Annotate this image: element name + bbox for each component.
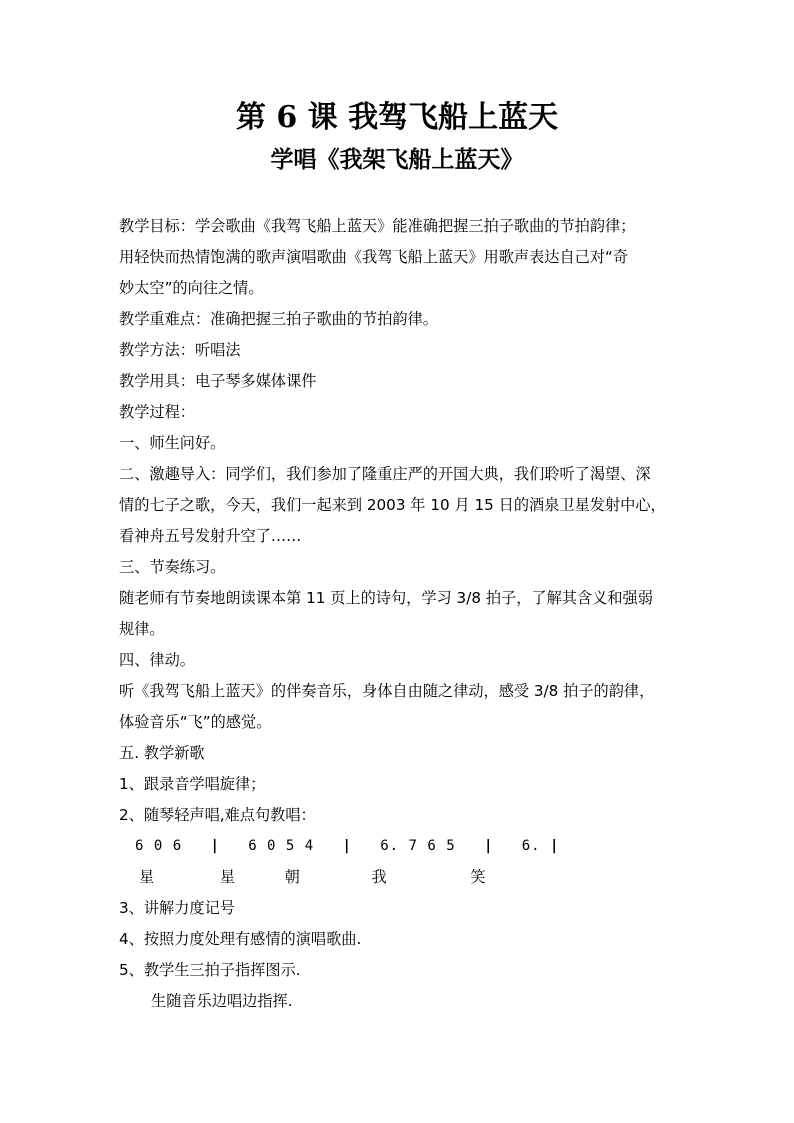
lyric-syllable: 星	[139, 868, 155, 886]
measure-2: 6 0 5 4	[248, 838, 315, 854]
lyric-syllable: 笑	[470, 868, 486, 886]
teaching-difficulty: 教学重难点：准确把握三拍子歌曲的节拍韵律。	[119, 310, 438, 328]
sub-step-5: 5、教学生三拍子指挥图示.	[119, 961, 301, 979]
barline: |	[191, 838, 239, 854]
step-2-line-1: 二、激趣导入：同学们，我们参加了隆重庄严的开国大典，我们聆听了渴望、深	[119, 465, 651, 483]
music-notation	[119, 831, 679, 862]
teaching-goal-line-3: 妙太空”的向往之情。	[119, 279, 264, 297]
lyric-syllable: 朝	[284, 868, 300, 886]
barline: |	[465, 838, 513, 854]
teaching-process-heading: 教学过程：	[119, 403, 195, 421]
lesson-subtitle: 学唱《我架飞船上蓝天》	[270, 147, 524, 173]
lyrics-line	[119, 862, 679, 893]
step-4-line-1: 听《我驾飞船上蓝天》的伴奏音乐，身体自由随之律动，感受 3/8 拍子的韵律，	[119, 682, 655, 700]
barline: |	[323, 838, 371, 854]
step-1: 一、师生问好。	[119, 434, 226, 452]
teaching-tools: 教学用具：电子琴多媒体课件	[119, 372, 317, 390]
step-4: 四、律动。	[119, 651, 195, 669]
step-5: 五. 教学新歌	[119, 744, 205, 762]
measure-3: 6. 7 6 5	[380, 838, 456, 854]
step-3-line-1: 随老师有节奏地朗读课本第 11 页上的诗句，学习 3/8 拍子，了解其含义和强弱	[119, 589, 653, 607]
lyric-syllable: 我	[371, 868, 387, 886]
sub-step-3: 3、讲解力度记号	[119, 899, 235, 917]
step-3-line-2: 规律。	[119, 620, 165, 638]
teaching-goal-line-1: 教学目标：学会歌曲《我驾飞船上蓝天》能准确把握三拍子歌曲的节拍韵律；	[119, 217, 636, 235]
sub-step-5-detail: 生随音乐边唱边指挥.	[151, 992, 293, 1010]
teaching-method: 教学方法：听唱法	[119, 341, 241, 359]
sub-step-2: 2、随琴轻声唱,难点句教唱：	[119, 806, 316, 824]
step-2-line-2: 情的七子之歌，今天，我们一起来到 2003 年 10 月 15 日的酒泉卫星发射中心，	[119, 496, 666, 514]
lyric-syllable: 星	[219, 868, 236, 886]
step-2-line-3: 看神舟五号发射升空了……	[119, 527, 302, 545]
sub-step-4: 4、按照力度处理有感情的演唱歌曲.	[119, 930, 362, 948]
teaching-goal-line-2: 用轻快而热情饱满的歌声演唱歌曲《我驾飞船上蓝天》用歌声表达自己对“奇	[119, 248, 629, 266]
sub-step-1: 1、跟录音学唱旋律；	[119, 775, 266, 793]
measure-1: 6 0 6	[135, 838, 183, 854]
lesson-title: 第 6 课 我驾飞船上蓝天	[235, 100, 559, 135]
lesson-body	[119, 211, 679, 1017]
step-4-line-2: 体验音乐“飞”的感觉。	[119, 713, 272, 731]
measure-4: 6.	[521, 838, 541, 854]
end-barline: |	[550, 838, 560, 854]
step-3: 三、节奏练习。	[119, 558, 226, 576]
